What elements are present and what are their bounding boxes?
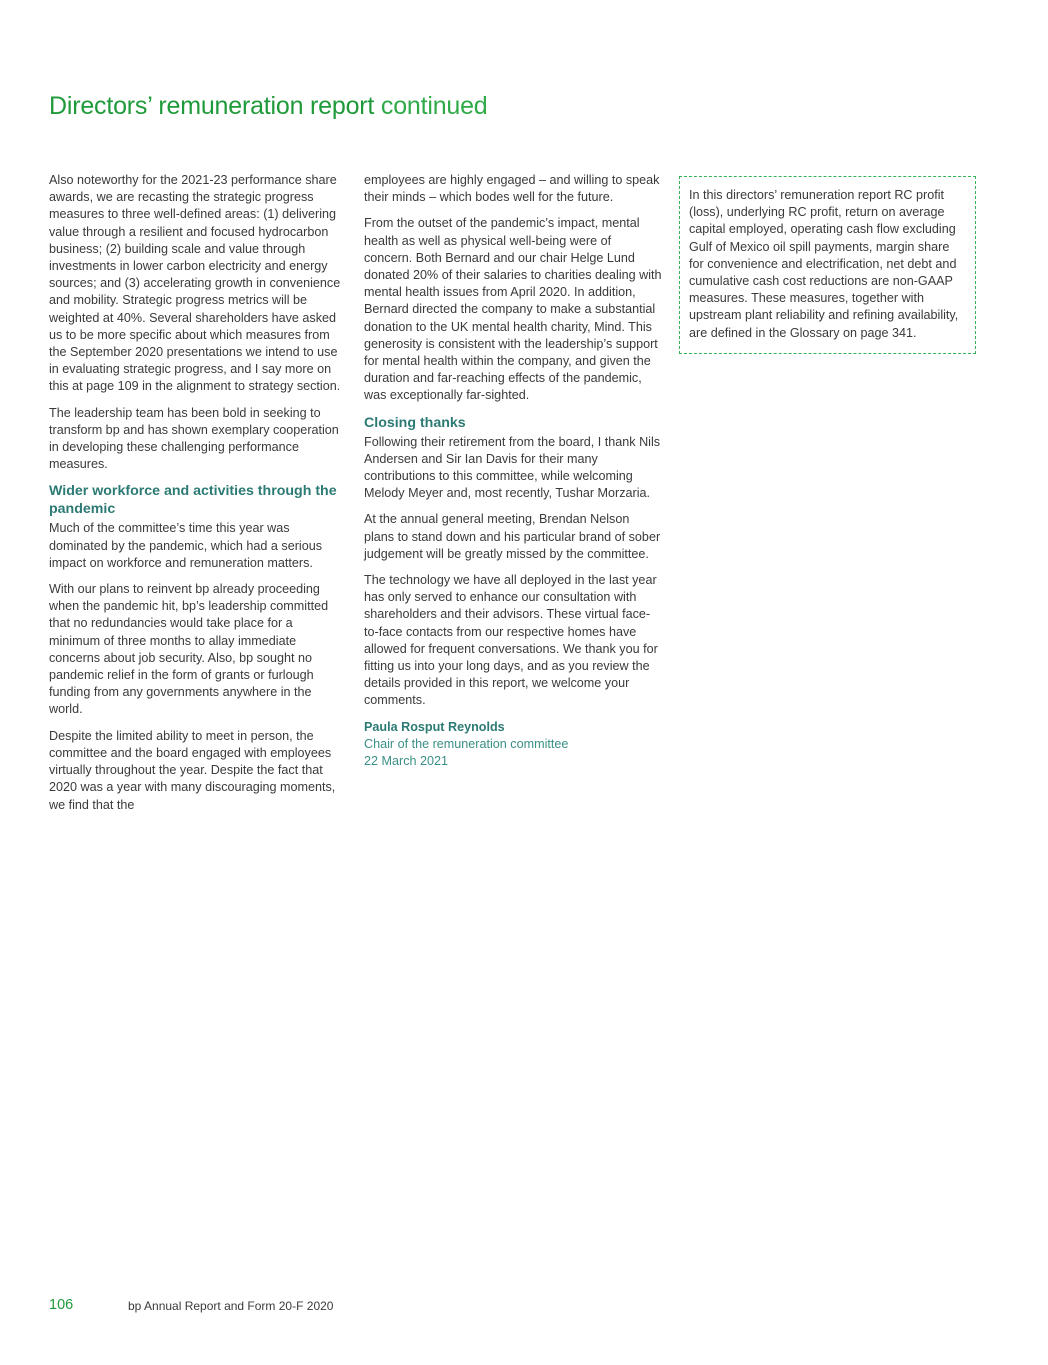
page-title bbox=[49, 92, 488, 121]
signature-date: 22 March 2021 bbox=[364, 754, 449, 769]
paragraph: With our plans to reinvent bp already proceeding when the pandemic hit, bp’s leadership committed that no redundancies would take place for a minimum of three months to allay immediate concerns about job security. Also, bp sought no pandemic relief in the form of grants or furlough funding from any governments anywhere in the world. bbox=[49, 582, 329, 717]
paragraph: employees are highly engaged – and willing to speak their minds – which bodes well for the future. bbox=[364, 173, 660, 205]
non-gaap-note-box bbox=[679, 176, 976, 354]
paragraph: The technology we have all deployed in the last year has only served to enhance our consultation with shareholders and their advisors. These virtual face-to-face contacts from our respective homes have allowed for frequent conversations. We thank you for fitting us into your long days, and as you review the details provided in this report, we welcome your comments. bbox=[364, 573, 658, 708]
text-column-middle bbox=[364, 172, 662, 770]
page-title-main: Directors’ remuneration report bbox=[49, 92, 375, 120]
signature-role: Chair of the remuneration committee bbox=[364, 736, 569, 751]
page-number: 106 bbox=[49, 1297, 74, 1313]
page-title-continued: continued bbox=[380, 92, 488, 120]
paragraph: Despite the limited ability to meet in person, the committee and the board engaged with employees virtually throughout the year. Despite the fact that 2020 was a year with many discouraging moments, we find that the bbox=[49, 728, 336, 812]
section-heading-closing-thanks: Closing thanks bbox=[364, 414, 466, 431]
paragraph: At the annual general meeting, Brendan Nelson plans to stand down and his particular brand of sober judgement will be greatly missed by the committee. bbox=[364, 512, 661, 561]
section-heading-wider-workforce: Wider workforce and activities through the pandemic bbox=[49, 483, 337, 518]
text-column-left bbox=[49, 172, 347, 823]
signature-name: Paula Rosput Reynolds bbox=[364, 719, 505, 734]
paragraph: Much of the committee’s time this year was dominated by the pandemic, which had a serious impact on workforce and remuneration matters. bbox=[49, 521, 323, 570]
publication-name: bp Annual Report and Form 20-F 2020 bbox=[128, 1299, 334, 1313]
paragraph: From the outset of the pandemic’s impact, mental health as well as physical well-being were of concern. Both Bernard and our chair Helge Lund donated 20% of their salaries to charities dealing with mental health issues from April 2020. In addition, Bernard directed the company to make a substantial donation to the UK mental health charity, Mind. This generosity is consistent with the leadership’s support for mental health within the company, and given the duration and far-reaching effects of the pandemic, was exceptionally far-sighted. bbox=[364, 216, 662, 403]
paragraph: The leadership team has been bold in seeking to transform bp and has shown exemplary cooperation in developing these challenging performance measures. bbox=[49, 405, 339, 472]
paragraph: Following their retirement from the board, I thank Nils Andersen and Sir Ian Davis for their many contributions to this committee, while welcoming Melody Meyer and, most recently, Tushar Morzaria. bbox=[364, 434, 661, 501]
note-text: In this directors’ remuneration report RC profit (loss), underlying RC profit, return on average capital employed, operating cash flow excluding Gulf of Mexico oil spill payments, margin share for convenience and electrification, net debt and cumulative cash cost reductions are non-GAAP measures. These measures, together with upstream plant reliability and refining availability, are defined in the Glossary on page 341. bbox=[689, 188, 959, 340]
paragraph: Also noteworthy for the 2021-23 performance share awards, we are recasting the strategic progress measures to three well-defined areas: (1) delivering value through a resilient and focused hydrocarbon business; (2) building scale and value through investments in lower carbon electricity and energy sources; and (3) accelerating growth in convenience and mobility. Strategic progress metrics will be weighted at 40%. Several shareholders have asked us to be more specific about which measures from the September 2020 presentations we intend to use in evaluating strategic progress, and I say more on this at page 109 in the alignment to strategy section. bbox=[49, 173, 341, 394]
